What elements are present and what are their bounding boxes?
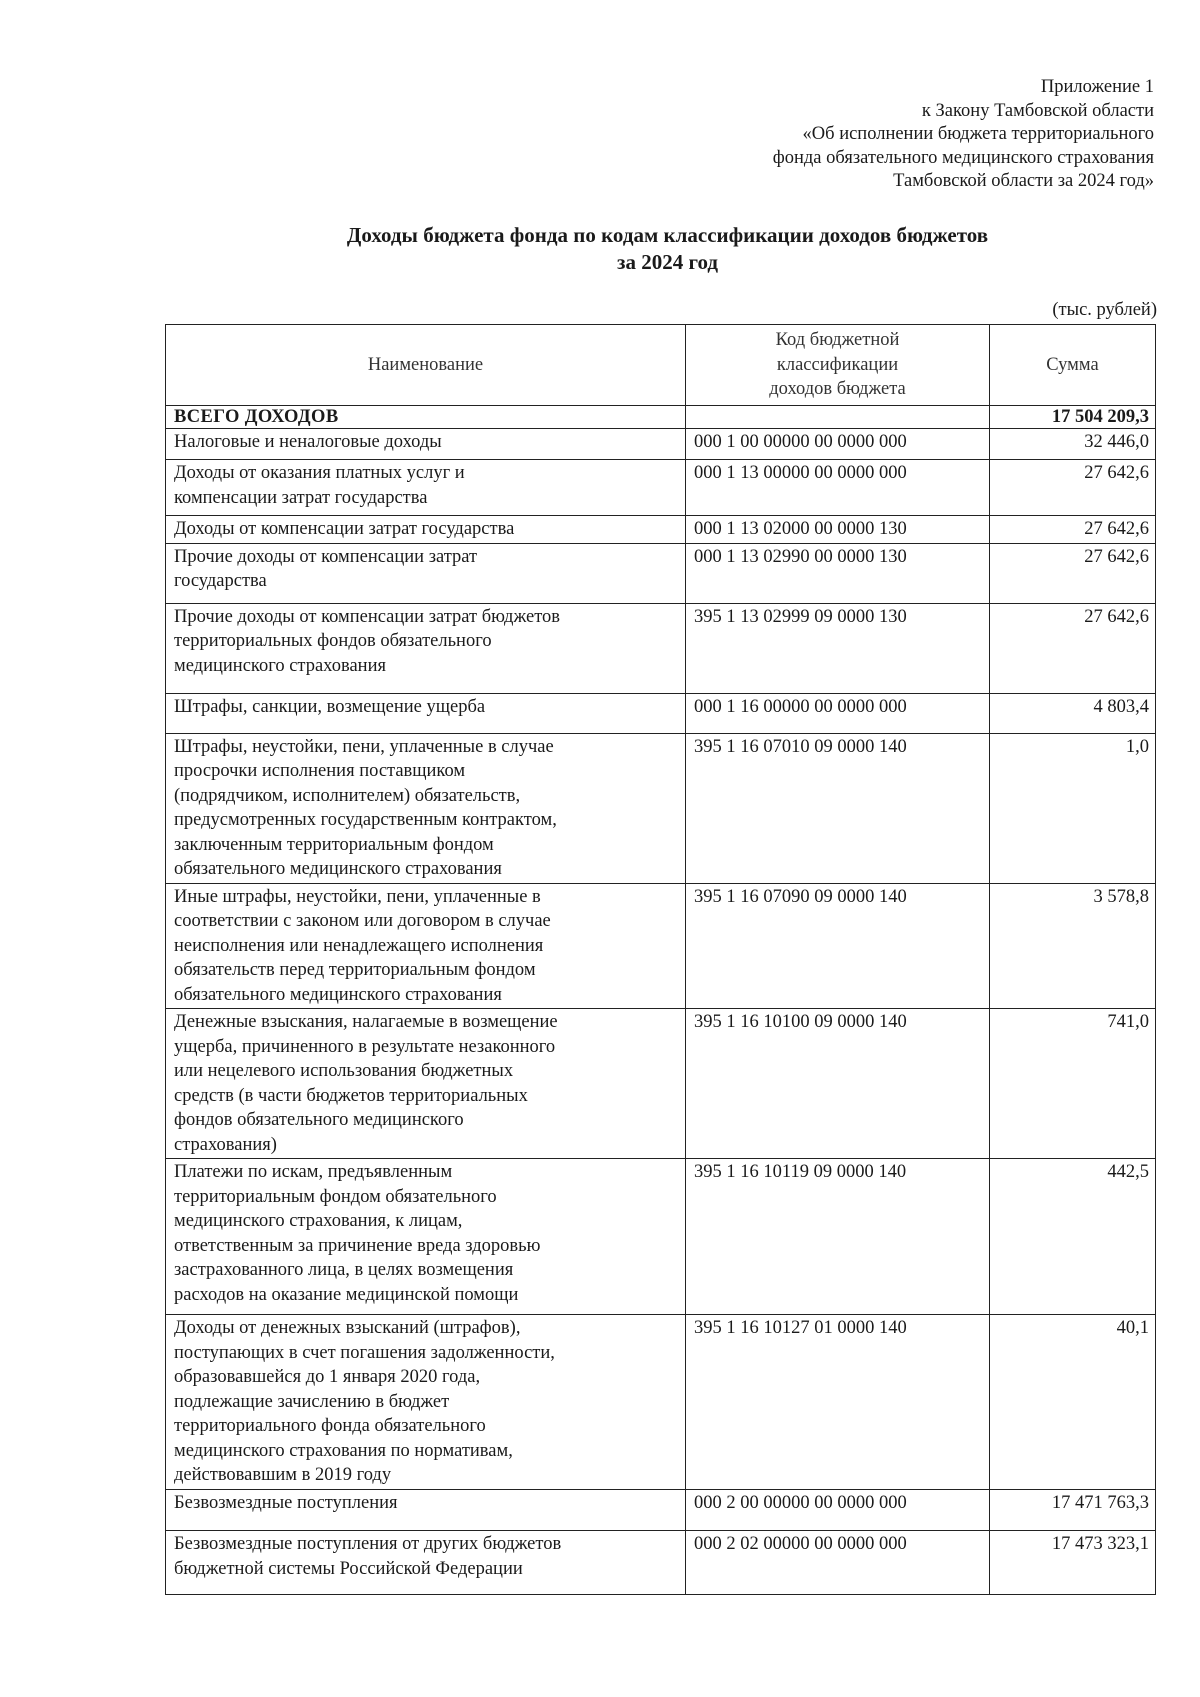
row-name-line: медицинского страхования, к лицам, bbox=[174, 1211, 463, 1231]
row-name-line: территориальным фондом обязательного bbox=[174, 1186, 497, 1207]
table-row bbox=[166, 543, 1156, 603]
header-code-line: доходов бюджета bbox=[769, 379, 906, 399]
income-table bbox=[165, 324, 1156, 1595]
row-sum: 27 642,6 bbox=[990, 543, 1156, 603]
table-row-total bbox=[166, 405, 1156, 428]
row-name-line: страхования) bbox=[174, 1134, 277, 1155]
appendix-note bbox=[773, 76, 1154, 194]
row-name-line: неисполнения или ненадлежащего исполнения bbox=[174, 935, 544, 956]
row-name-line: застрахованного лица, в целях возмещения bbox=[174, 1260, 514, 1280]
row-name-line: ответственным за причинение вреда здоровью bbox=[174, 1235, 541, 1256]
row-name-line: обязательств перед территориальным фондом bbox=[174, 960, 536, 980]
row-name-line: просрочки исполнения поставщиком bbox=[174, 761, 466, 781]
row-code: 395 1 13 02999 09 0000 130 bbox=[686, 603, 990, 694]
row-name bbox=[166, 1489, 686, 1531]
row-sum: 1,0 bbox=[990, 733, 1156, 883]
row-name bbox=[166, 428, 686, 460]
document-title bbox=[0, 222, 1200, 276]
row-name-line: медицинского страхования bbox=[174, 655, 386, 676]
row-code: 000 2 00 00000 00 0000 000 bbox=[686, 1489, 990, 1531]
row-name-line: Платежи по искам, предъявленным bbox=[174, 1162, 453, 1182]
row-name-line: обязательного медицинского страхования bbox=[174, 984, 502, 1005]
total-code bbox=[686, 405, 990, 428]
table-row bbox=[166, 694, 1156, 734]
appendix-line: «Об исполнении бюджета территориального bbox=[802, 124, 1154, 144]
row-sum: 27 642,6 bbox=[990, 603, 1156, 694]
table-row bbox=[166, 883, 1156, 1009]
row-code: 395 1 16 07090 09 0000 140 bbox=[686, 883, 990, 1009]
row-name-line: поступающих в счет погашения задолженности, bbox=[174, 1342, 555, 1363]
row-code: 000 1 13 00000 00 0000 000 bbox=[686, 460, 990, 516]
table-row bbox=[166, 1159, 1156, 1315]
row-name bbox=[166, 603, 686, 694]
row-name-line: медицинского страхования по нормативам, bbox=[174, 1440, 513, 1461]
row-sum: 27 642,6 bbox=[990, 460, 1156, 516]
row-name-line: территориального фонда обязательного bbox=[174, 1416, 486, 1436]
title-line: Доходы бюджета фонда по кодам классификации доходов бюджетов bbox=[346, 223, 989, 247]
row-sum: 40,1 bbox=[990, 1315, 1156, 1490]
row-name-line: Прочие доходы от компенсации затрат бюджетов bbox=[174, 606, 561, 627]
row-name bbox=[166, 1531, 686, 1595]
header-sum: Сумма bbox=[990, 325, 1156, 406]
header-code-line: Код бюджетной bbox=[775, 330, 900, 350]
row-name bbox=[166, 883, 686, 1009]
row-name-line: Иные штрафы, неустойки, пени, уплаченные в bbox=[174, 886, 541, 907]
row-code: 000 1 13 02000 00 0000 130 bbox=[686, 516, 990, 544]
row-name bbox=[166, 460, 686, 516]
row-name-line: Денежные взыскания, налагаемые в возмещение bbox=[174, 1012, 558, 1032]
row-name bbox=[166, 1315, 686, 1490]
row-code: 000 2 02 00000 00 0000 000 bbox=[686, 1531, 990, 1595]
header-code-line: классификации bbox=[776, 354, 899, 375]
row-sum: 741,0 bbox=[990, 1009, 1156, 1159]
row-name-line: расходов на оказание медицинской помощи bbox=[174, 1284, 519, 1305]
header-code bbox=[686, 325, 990, 406]
row-name-line: образовавшейся до 1 января 2020 года, bbox=[174, 1367, 481, 1387]
appendix-line: к Закону Тамбовской области bbox=[921, 100, 1154, 121]
row-name-line: (подрядчиком, исполнителем) обязательств, bbox=[174, 785, 521, 806]
row-code: 395 1 16 10100 09 0000 140 bbox=[686, 1009, 990, 1159]
row-sum: 27 642,6 bbox=[990, 516, 1156, 544]
row-name-line: фондов обязательного медицинского bbox=[174, 1110, 464, 1130]
units-label: (тыс. рублей) bbox=[1052, 300, 1157, 320]
row-name bbox=[166, 694, 686, 734]
appendix-line: фонда обязательного медицинского страхования bbox=[772, 147, 1154, 168]
table-row bbox=[166, 1531, 1156, 1595]
row-name-line: Безвозмездные поступления от других бюджетов bbox=[174, 1534, 562, 1554]
appendix-line: Приложение 1 bbox=[1040, 77, 1154, 97]
row-name-line: или нецелевого использования бюджетных bbox=[174, 1061, 514, 1081]
row-name-line: соответствии с законом или договором в случае bbox=[174, 911, 551, 931]
appendix-line: Тамбовской области за 2024 год» bbox=[893, 171, 1154, 191]
row-code: 395 1 16 07010 09 0000 140 bbox=[686, 733, 990, 883]
row-code: 000 1 00 00000 00 0000 000 bbox=[686, 428, 990, 460]
table-row bbox=[166, 428, 1156, 460]
row-sum: 17 471 763,3 bbox=[990, 1489, 1156, 1531]
header-name: Наименование bbox=[166, 325, 686, 406]
total-sum: 17 504 209,3 bbox=[990, 405, 1156, 428]
table-row bbox=[166, 1489, 1156, 1531]
total-name: ВСЕГО ДОХОДОВ bbox=[166, 405, 686, 428]
row-name-line: Доходы от оказания платных услуг и bbox=[174, 463, 465, 483]
row-name-line: бюджетной системы Российской Федерации bbox=[174, 1558, 523, 1579]
table-row bbox=[166, 1009, 1156, 1159]
row-code: 000 1 16 00000 00 0000 000 bbox=[686, 694, 990, 734]
row-sum: 3 578,8 bbox=[990, 883, 1156, 1009]
row-name-line: Безвозмездные поступления bbox=[174, 1492, 398, 1513]
row-name-line: Доходы от денежных взысканий (штрафов), bbox=[174, 1318, 521, 1338]
row-name-line: предусмотренных государственным контрактом, bbox=[174, 810, 557, 830]
row-name-line: подлежащие зачислению в бюджет bbox=[174, 1391, 450, 1412]
table-row bbox=[166, 460, 1156, 516]
row-name-line: территориальных фондов обязательного bbox=[174, 631, 492, 651]
row-name bbox=[166, 1159, 686, 1315]
table-row bbox=[166, 516, 1156, 544]
row-sum: 17 473 323,1 bbox=[990, 1531, 1156, 1595]
row-name bbox=[166, 543, 686, 603]
row-name-line: Штрафы, неустойки, пени, уплаченные в случае bbox=[174, 736, 554, 757]
table-row bbox=[166, 603, 1156, 694]
row-name bbox=[166, 516, 686, 544]
row-name-line: Прочие доходы от компенсации затрат bbox=[174, 546, 478, 567]
row-name-line: компенсации затрат государства bbox=[174, 487, 428, 508]
row-sum: 32 446,0 bbox=[990, 428, 1156, 460]
table-row bbox=[166, 1315, 1156, 1490]
table-row bbox=[166, 733, 1156, 883]
row-name-line: государства bbox=[174, 571, 267, 591]
title-line: за 2024 год bbox=[617, 250, 718, 274]
row-name-line: заключенным территориальным фондом bbox=[174, 834, 494, 855]
row-name bbox=[166, 733, 686, 883]
row-name-line: Доходы от компенсации затрат государства bbox=[174, 519, 515, 539]
row-name-line: действовавшим в 2019 году bbox=[174, 1465, 392, 1485]
row-code: 395 1 16 10127 01 0000 140 bbox=[686, 1315, 990, 1490]
table-header-row bbox=[166, 325, 1156, 406]
row-code: 000 1 13 02990 00 0000 130 bbox=[686, 543, 990, 603]
row-sum: 442,5 bbox=[990, 1159, 1156, 1315]
row-sum: 4 803,4 bbox=[990, 694, 1156, 734]
row-name-line: средств (в части бюджетов территориальных bbox=[174, 1085, 528, 1106]
row-name-line: ущерба, причиненного в результате незаконного bbox=[174, 1036, 556, 1057]
row-name-line: обязательного медицинского страхования bbox=[174, 859, 502, 879]
row-code: 395 1 16 10119 09 0000 140 bbox=[686, 1159, 990, 1315]
row-name-line: Налоговые и неналоговые доходы bbox=[174, 431, 442, 452]
row-name bbox=[166, 1009, 686, 1159]
row-name-line: Штрафы, санкции, возмещение ущерба bbox=[174, 697, 486, 717]
